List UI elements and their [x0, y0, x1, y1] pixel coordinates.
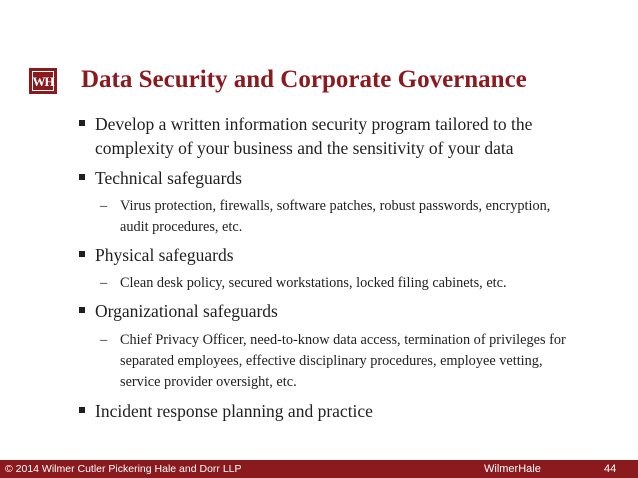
footer-bar: [0, 460, 638, 478]
bullet-square-icon: [79, 251, 85, 257]
dash-marker: –: [100, 275, 108, 291]
bullet-square-icon: [79, 307, 85, 313]
bullet-item: [95, 166, 242, 190]
page-number: 44: [604, 463, 617, 475]
bullet-text-line: Incident response planning and practice: [95, 401, 373, 421]
bullet-text-line: Physical safeguards: [95, 245, 234, 265]
bullet-item: [95, 112, 532, 160]
slide-title: Data Security and Corporate Governance: [81, 66, 527, 93]
bullet-square-icon: [79, 120, 85, 126]
sub-bullet-text-line: separated employees, effective disciplinary procedures, employee vetting,: [120, 353, 543, 369]
sub-bullet-item: [100, 196, 551, 238]
dash-marker: –: [100, 198, 108, 214]
logo-text: WH: [32, 71, 54, 91]
bullet-text-line: Technical safeguards: [95, 168, 242, 188]
sub-bullet-text-line: Virus protection, firewalls, software patches, robust passwords, encryption,: [120, 198, 551, 214]
footer-brand: WilmerHale: [484, 463, 541, 475]
dash-marker: –: [100, 332, 108, 348]
sub-bullet-text-line: Clean desk policy, secured workstations, locked filing cabinets, etc.: [120, 275, 507, 291]
bullet-item: [95, 299, 278, 323]
sub-bullet-text-line: service provider oversight, etc.: [120, 374, 297, 390]
bullet-item: [95, 243, 234, 267]
bullet-square-icon: [79, 407, 85, 413]
bullet-item: [95, 399, 373, 423]
bullet-text-line: complexity of your business and the sensitivity of your data: [95, 138, 514, 158]
sub-bullet-text-line: audit procedures, etc.: [120, 219, 243, 235]
bullet-square-icon: [79, 174, 85, 180]
sub-bullet-text-line: Chief Privacy Officer, need-to-know data access, termination of privileges for: [120, 332, 566, 348]
bullet-text-line: Organizational safeguards: [95, 301, 278, 321]
bullet-text-line: Develop a written information security program tailored to the: [95, 114, 533, 134]
copyright-text: © 2014 Wilmer Cutler Pickering Hale and Dorr LLP: [5, 463, 242, 475]
sub-bullet-item: [100, 273, 507, 294]
wilmerhale-logo: [29, 68, 57, 94]
sub-bullet-item: [100, 330, 566, 393]
